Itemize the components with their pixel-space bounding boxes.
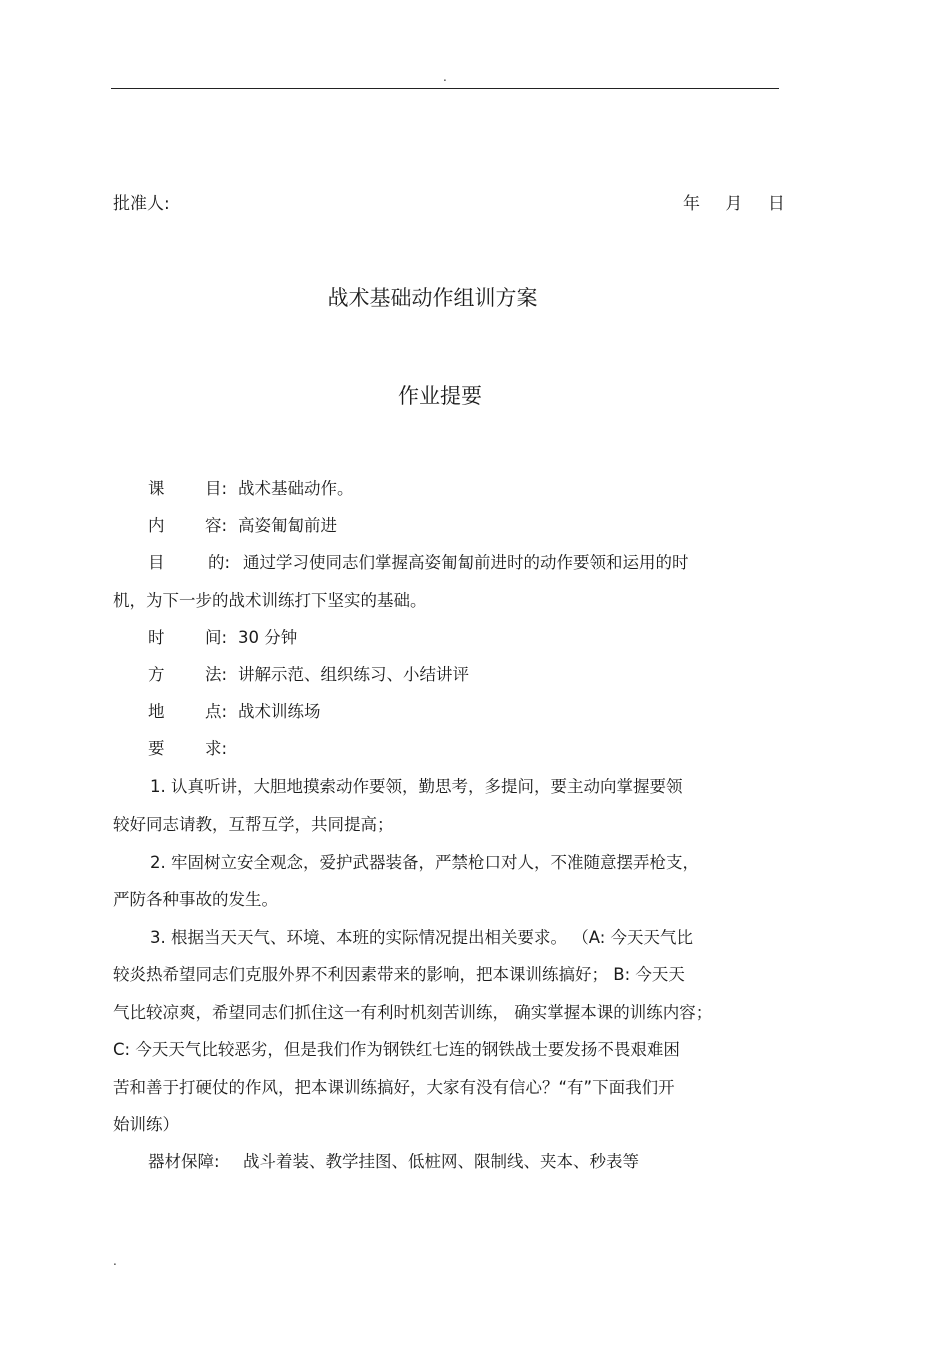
field-label: 法: — [205, 665, 228, 684]
requirement-3-line-4: C: 今天天气比较恶劣，但是我们作为钢铁红七连的钢铁战士要发扬不畏艰难困 — [113, 1040, 680, 1059]
field-label: 的: — [208, 553, 231, 572]
field-label: 间: — [205, 628, 228, 647]
field-label: 地 — [148, 702, 165, 721]
requirement-3-line-2: 较炎热希望同志们克服外界不利因素带来的影响，把本课训练搞好； B: 今天天 — [113, 965, 685, 984]
field-requirements — [148, 738, 238, 760]
field-time — [148, 627, 297, 649]
field-value: 战术基础动作。 — [238, 479, 354, 498]
field-label: 时 — [148, 628, 165, 647]
field-purpose-continued: 机，为下一步的战术训练打下坚实的基础。 — [113, 591, 427, 610]
field-label: 要 — [148, 739, 165, 758]
field-label: 方 — [148, 665, 165, 684]
day-label: 日 — [767, 194, 785, 214]
field-label: 点: — [205, 702, 228, 721]
section-subtitle: 作业提要 — [398, 384, 482, 408]
field-value: 战斗着装、教学挂图、低桩网、限制线、夹本、秒表等 — [243, 1152, 639, 1171]
approval-date — [683, 189, 785, 214]
field-value: 战术训练场 — [238, 702, 321, 721]
field-label: 内 — [148, 516, 165, 535]
field-label: 目: — [205, 479, 228, 498]
field-label: 目 — [148, 553, 165, 572]
requirement-2-line-1: 2. 牢固树立安全观念，爱护武器装备，严禁枪口对人，不准随意摆弄枪支， — [150, 853, 699, 872]
field-value: 通过学习使同志们掌握高姿匍匐前进时的动作要领和运用的时 — [243, 553, 689, 572]
requirement-2-line-2: 严防各种事故的发生。 — [113, 890, 278, 909]
approver-label: 批准人: — [113, 194, 170, 214]
field-value: 高姿匍匐前进 — [238, 516, 337, 535]
requirement-3-line-1: 3. 根据当天天气、环境、本班的实际情况提出相关要求。 （A: 今天天气比 — [150, 928, 694, 947]
field-method — [148, 664, 469, 686]
field-subject — [148, 478, 354, 500]
field-equipment — [148, 1151, 639, 1173]
field-value: 30 分钟 — [238, 628, 298, 647]
field-label: 器材保障: — [148, 1152, 220, 1171]
field-value: 讲解示范、组织练习、小结讲评 — [238, 665, 469, 684]
field-content — [148, 515, 337, 537]
field-purpose — [148, 552, 689, 574]
field-label: 课 — [148, 479, 165, 498]
document-title: 战术基础动作组训方案 — [327, 286, 538, 310]
year-label: 年 — [683, 194, 700, 214]
field-place — [148, 701, 321, 723]
requirement-3-line-5: 苦和善于打硬仗的作风，把本课训练搞好，大家有没有信心？“有”下面我们开 — [113, 1078, 675, 1097]
field-label: 容: — [205, 516, 228, 535]
header-dot: . — [443, 70, 447, 84]
requirement-3-line-6: 始训练） — [113, 1115, 179, 1134]
header-rule — [111, 88, 779, 89]
footer-dot: . — [113, 1254, 117, 1268]
requirement-3-line-3: 气比较凉爽，希望同志们抓住这一有利时机刻苦训练， 确实掌握本课的训练内容； — [113, 1003, 713, 1022]
field-label: 求: — [205, 739, 228, 758]
requirement-1-line-2: 较好同志请教，互帮互学，共同提高； — [113, 815, 394, 834]
requirement-1-line-1: 1. 认真听讲，大胆地摸索动作要领，勤思考，多提问，要主动向掌握要领 — [150, 777, 683, 796]
month-label: 月 — [725, 194, 743, 214]
